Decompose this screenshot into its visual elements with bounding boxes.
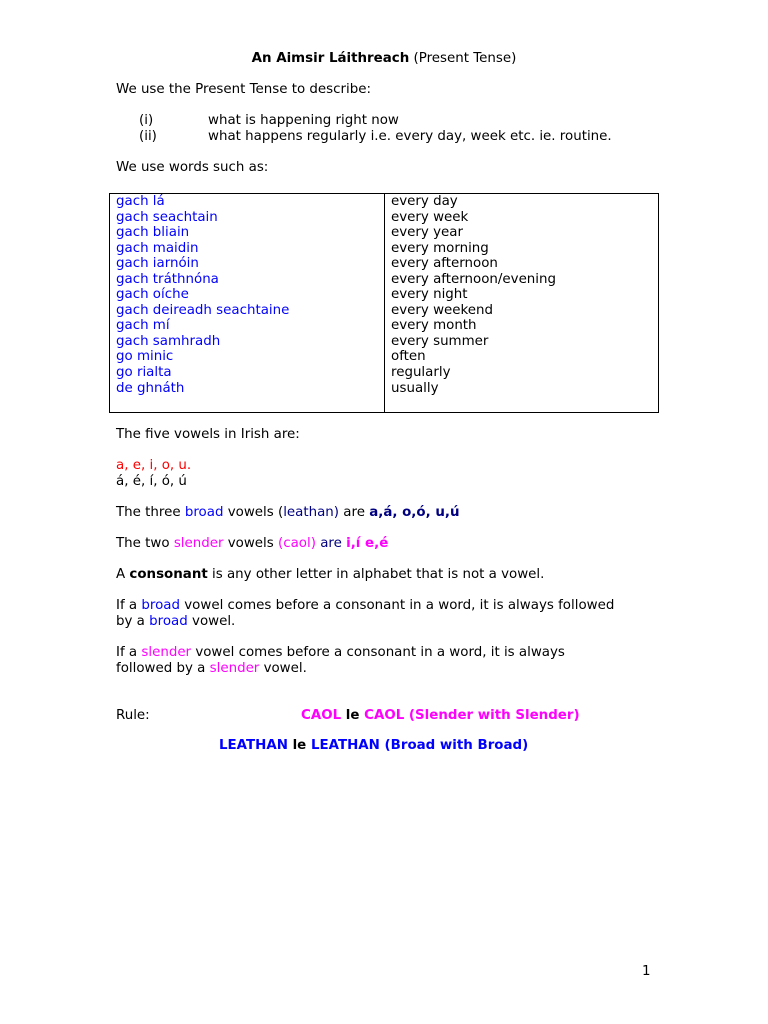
broad-rule-p4: vowel.	[187, 614, 236, 629]
consonant-line	[116, 567, 544, 583]
use-2-num: (ii)	[139, 129, 157, 144]
broad-rule-p3: by a	[116, 614, 150, 629]
consonant-word: consonant	[129, 567, 208, 582]
vocab-english-cell: every summer	[391, 333, 489, 349]
vocab-english-cell: every weekend	[391, 302, 494, 318]
slender-pre: The two	[116, 536, 174, 551]
vocab-irish-cell: de ghnáth	[116, 380, 185, 396]
broad-rule-line-1	[116, 598, 614, 614]
title-irish: An Aimsir Láithreach	[251, 51, 410, 66]
rule-label: Rule:	[116, 708, 150, 723]
broad-pre: The three	[116, 505, 185, 520]
vocab-irish-column	[116, 194, 289, 396]
table-divider	[384, 194, 385, 412]
slender-word: slender	[173, 536, 224, 551]
vocab-english-cell: every day	[391, 194, 458, 209]
rule-caol-1: CAOL	[301, 708, 342, 723]
consonant-post: is any other letter in alphabet that is not a vowel.	[207, 567, 545, 582]
vocab-irish-cell: gach deireadh seachtaine	[116, 302, 290, 318]
words-intro: We use words such as:	[116, 160, 269, 175]
vocab-irish-cell: gach samhradh	[116, 333, 221, 349]
page-number: 1	[642, 964, 651, 979]
vocab-table	[109, 193, 659, 413]
broad-letters: a,á, o,ó, u,ú	[369, 505, 460, 520]
vocab-english-cell: every night	[391, 287, 468, 303]
slender-rule-line-2	[116, 661, 307, 677]
slender-rule-line-1	[116, 645, 565, 661]
use-2-text: what happens regularly i.e. every day, week etc. ie. routine.	[208, 129, 612, 144]
consonant-pre: A	[116, 567, 130, 582]
vocab-irish-cell: gach seachtain	[116, 209, 218, 225]
vocab-english-cell: every afternoon/evening	[391, 271, 556, 287]
vocab-english-cell: every year	[391, 225, 463, 241]
slender-letters: i,í e,é	[346, 536, 389, 551]
broad-rule-line-2	[116, 614, 235, 630]
broad-rule-p1: If a	[116, 598, 142, 613]
vocab-english-column	[391, 194, 556, 396]
broad-rule-word-1: broad	[141, 598, 180, 613]
vocab-irish-cell: gach iarnóin	[116, 256, 199, 272]
slender-mid: vowels	[223, 536, 279, 551]
slender-vowels-line	[116, 536, 388, 552]
rule-leathan-1: LEATHAN	[219, 738, 288, 753]
vocab-english-cell: every morning	[391, 240, 489, 256]
slender-rule-word-2: slender	[209, 661, 260, 676]
vocab-irish-cell: gach lá	[116, 194, 165, 209]
use-1-text: what is happening right now	[208, 113, 399, 128]
rule-le-1: le	[345, 708, 360, 723]
long-vowels: á, é, í, ó, ú	[116, 474, 187, 489]
vocab-english-cell: every afternoon	[391, 256, 498, 272]
broad-are: are	[339, 505, 370, 520]
broad-irish: leathan)	[283, 505, 340, 520]
title-english: (Present Tense)	[413, 51, 517, 66]
slender-rule-p4: vowel.	[259, 661, 307, 676]
vocab-irish-cell: gach maidin	[116, 240, 199, 256]
vowels-intro: The five vowels in Irish are:	[116, 427, 300, 442]
vocab-english-cell: every week	[391, 209, 469, 225]
vocab-english-cell: often	[391, 349, 426, 365]
rule-leathan-line	[219, 738, 528, 754]
slender-rule-p1: If a	[116, 645, 142, 660]
slender-rule-p3: followed by a	[116, 661, 210, 676]
use-1-num: (i)	[139, 113, 154, 128]
vocab-irish-cell: gach tráthnóna	[116, 271, 219, 287]
broad-rule-p2: vowel comes before a consonant in a word, it is always followed	[180, 598, 615, 613]
broad-rule-word-2: broad	[149, 614, 188, 629]
vocab-english-cell: regularly	[391, 365, 451, 381]
vocab-irish-cell: gach mí	[116, 318, 170, 334]
vocab-irish-cell: go minic	[116, 349, 174, 365]
rule-caol-2: CAOL (Slender with Slender)	[364, 708, 580, 723]
slender-rule-p2: vowel comes before a consonant in a word, it is always	[191, 645, 565, 660]
vocab-irish-cell: gach bliain	[116, 225, 190, 241]
rule-le-2: le	[292, 738, 307, 753]
vocab-irish-cell: gach oíche	[116, 287, 189, 303]
broad-mid: vowels (	[223, 505, 284, 520]
slender-irish: (caol)	[278, 536, 316, 551]
intro-text: We use the Present Tense to describe:	[116, 82, 371, 97]
broad-vowels-line	[116, 505, 460, 521]
vocab-english-cell: every month	[391, 318, 477, 334]
short-vowels: a, e, i, o, u.	[116, 458, 192, 473]
rule-caol-line	[301, 708, 580, 724]
vocab-irish-cell: go rialta	[116, 365, 172, 381]
broad-word: broad	[184, 505, 224, 520]
slender-rule-word-1: slender	[141, 645, 192, 660]
page-title	[0, 51, 768, 67]
vocab-english-cell: usually	[391, 380, 439, 396]
rule-leathan-2: LEATHAN (Broad with Broad)	[310, 738, 529, 753]
slender-are: are	[315, 536, 347, 551]
